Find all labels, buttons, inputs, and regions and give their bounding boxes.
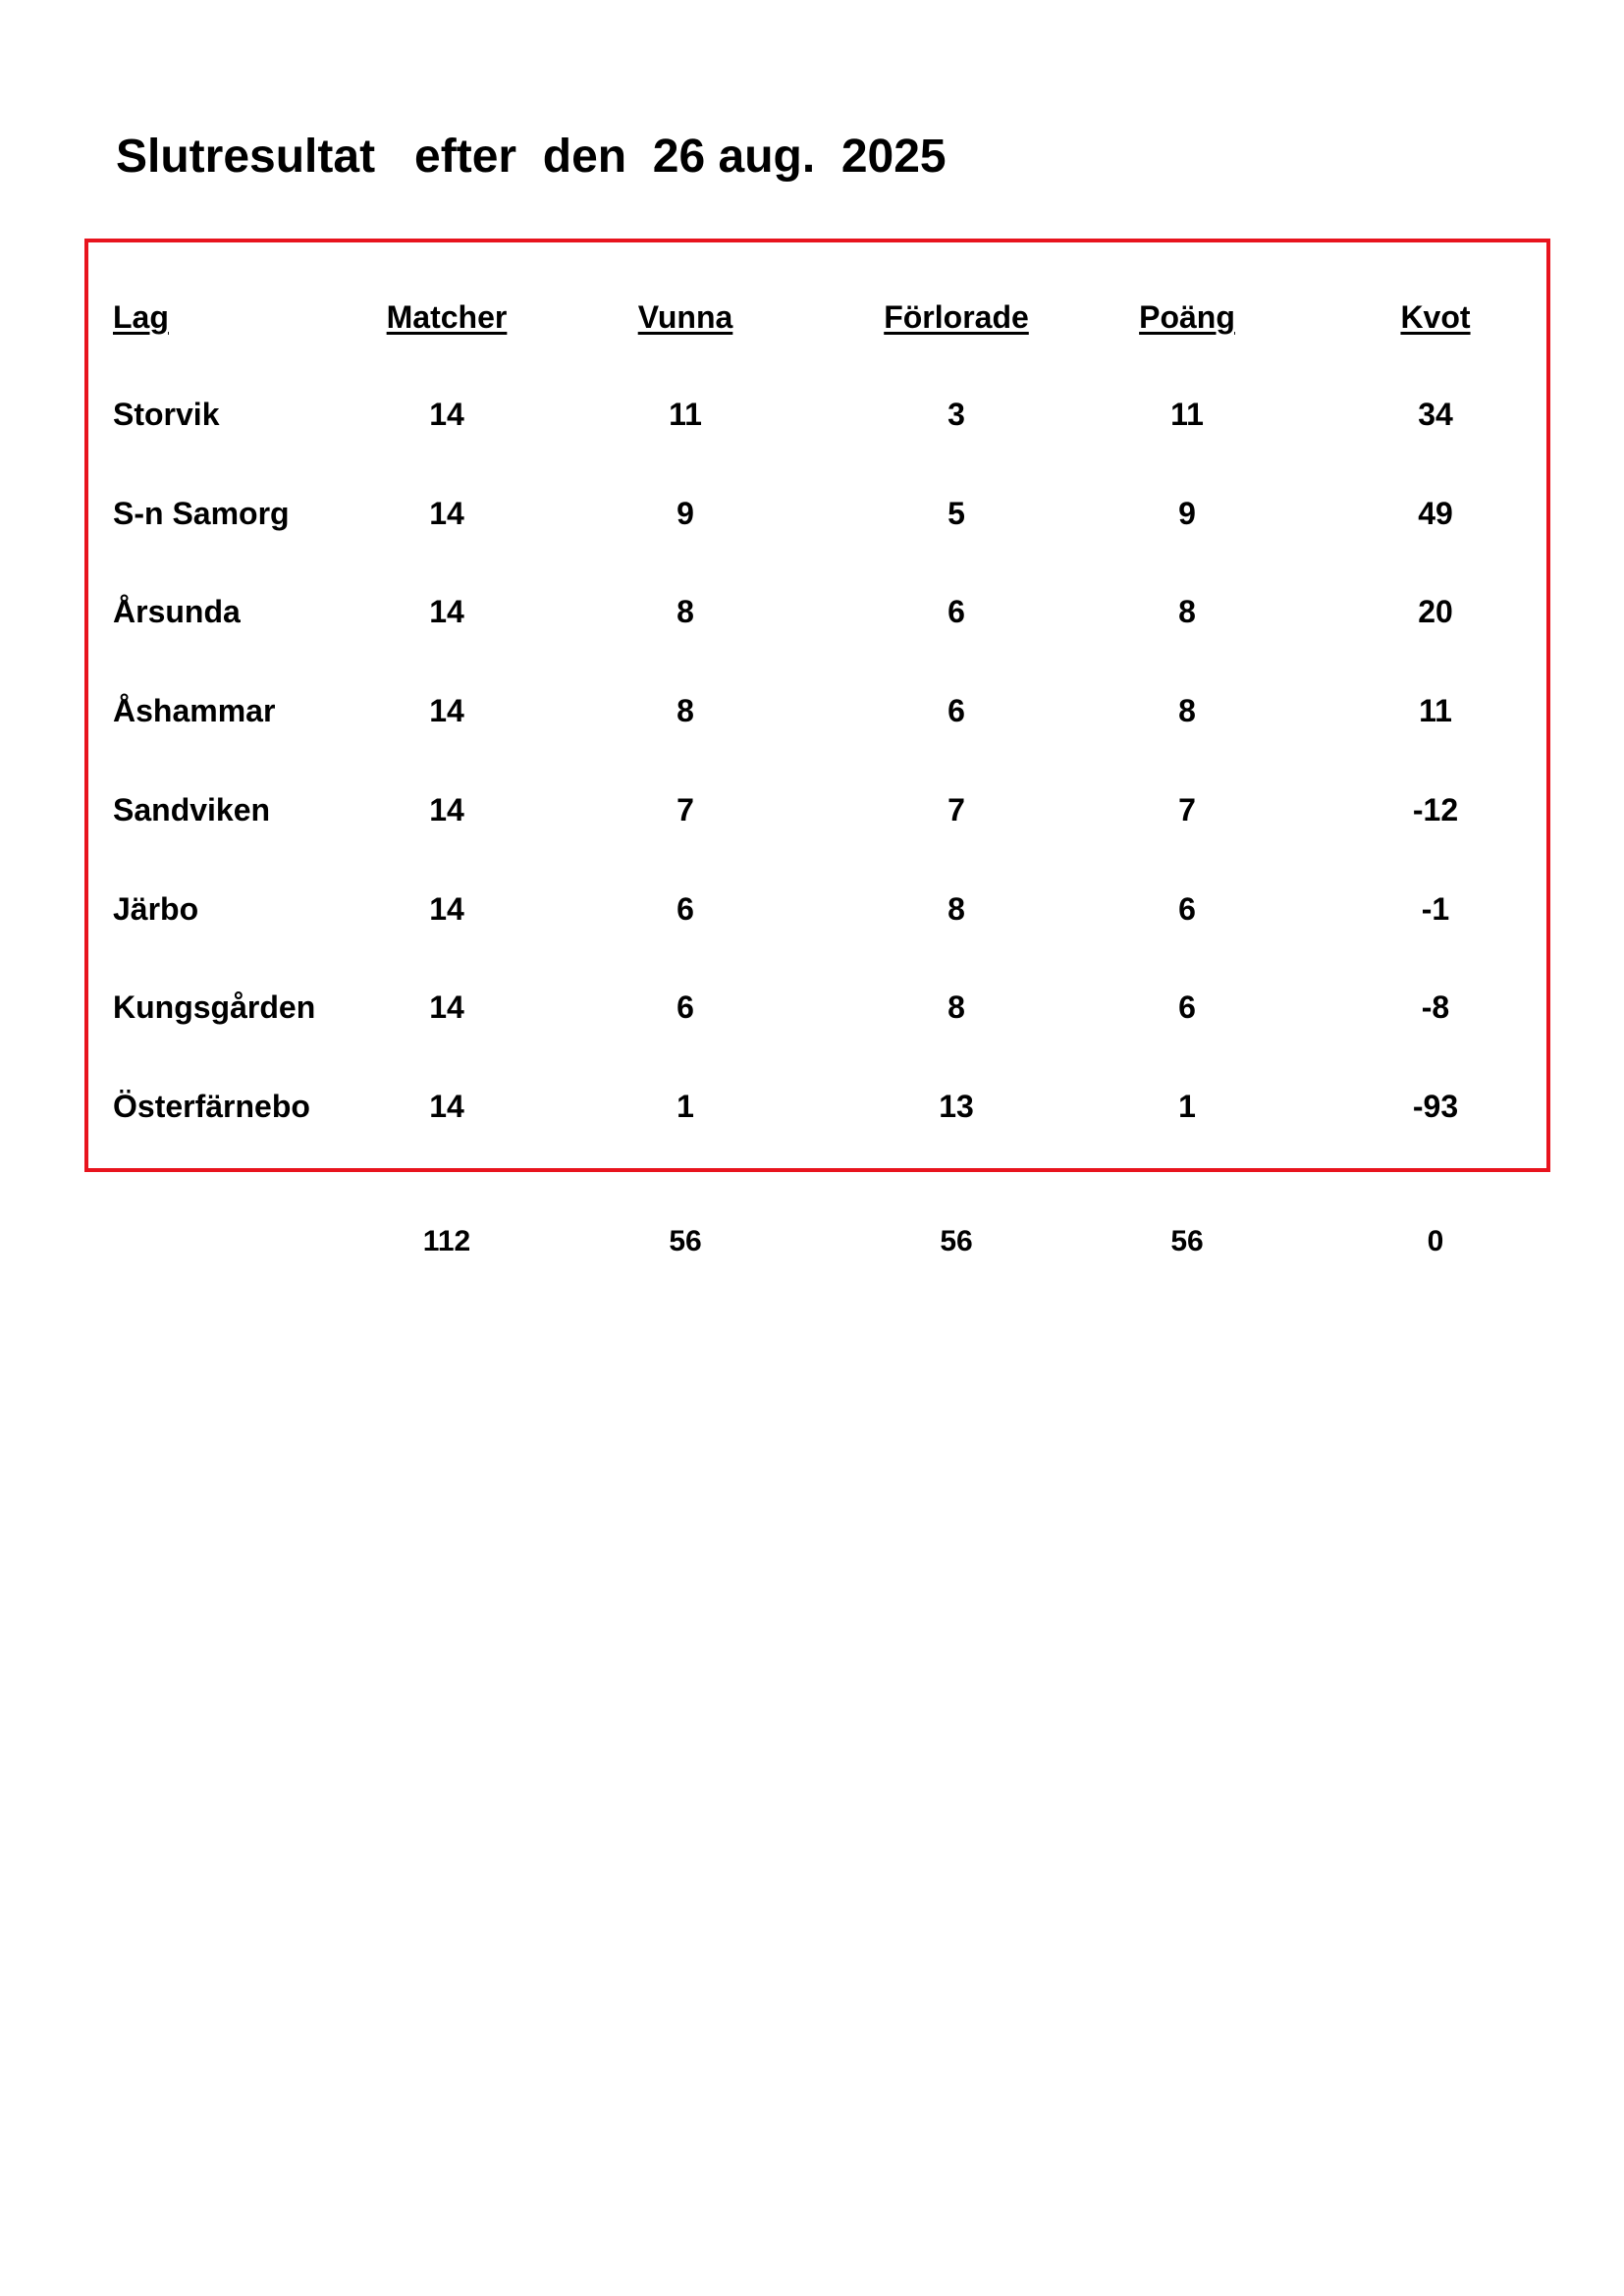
table-cell-points: 11: [1170, 397, 1204, 432]
table-cell-matches: 14: [429, 989, 464, 1025]
standings-table-frame: [84, 239, 1550, 1172]
table-cell-ratio: -12: [1412, 792, 1459, 828]
table-cell-matches: 14: [429, 594, 464, 629]
table-cell-team: Sandviken: [113, 792, 271, 828]
table-cell-team: Österfärnebo: [113, 1089, 310, 1124]
table-cell-ratio: 49: [1418, 496, 1453, 531]
table-cell-won: 11: [669, 397, 702, 432]
table-cell-team: Kungsgården: [113, 989, 316, 1025]
table-cell-team: Årsunda: [113, 594, 241, 629]
page-title: Slutresultat efter den 26 aug. 2025: [116, 131, 947, 183]
table-cell-lost: 6: [947, 594, 965, 629]
table-cell-lost: 8: [947, 989, 965, 1025]
column-header-ratio: Kvot: [1400, 299, 1471, 335]
table-cell-ratio: 34: [1418, 397, 1453, 432]
table-cell-won: 9: [677, 496, 694, 531]
table-cell-points: 1: [1178, 1089, 1196, 1124]
table-cell-matches: 14: [429, 496, 464, 531]
column-header-won: Vunna: [637, 299, 733, 335]
column-header-team: Lag: [113, 299, 169, 335]
table-cell-points: 8: [1178, 693, 1196, 728]
table-cell-won: 7: [677, 792, 694, 828]
table-cell-lost: 6: [947, 693, 965, 728]
table-cell-team: Storvik: [113, 397, 220, 432]
total-matches: 112: [422, 1225, 471, 1257]
table-cell-matches: 14: [429, 891, 464, 927]
total-lost: 56: [940, 1225, 973, 1257]
table-cell-ratio: 20: [1418, 594, 1453, 629]
column-header-matches: Matcher: [386, 299, 508, 335]
table-cell-ratio: -1: [1421, 891, 1450, 927]
table-cell-ratio: 11: [1419, 693, 1452, 728]
table-cell-matches: 14: [429, 693, 464, 728]
table-cell-won: 6: [677, 989, 694, 1025]
table-cell-lost: 5: [947, 496, 965, 531]
table-cell-points: 6: [1178, 989, 1196, 1025]
table-cell-team: Järbo: [113, 891, 199, 927]
table-cell-points: 6: [1178, 891, 1196, 927]
table-cell-lost: 7: [947, 792, 965, 828]
table-cell-matches: 14: [429, 397, 464, 432]
table-cell-team: S-n Samorg: [113, 496, 290, 531]
table-cell-lost: 13: [939, 1089, 974, 1124]
table-cell-won: 8: [677, 594, 694, 629]
column-header-points: Poäng: [1139, 299, 1235, 335]
table-cell-lost: 8: [947, 891, 965, 927]
table-cell-points: 9: [1178, 496, 1196, 531]
total-ratio: 0: [1427, 1225, 1444, 1257]
column-header-lost: Förlorade: [884, 299, 1029, 335]
table-cell-matches: 14: [429, 1089, 464, 1124]
table-cell-won: 1: [677, 1089, 694, 1124]
table-cell-points: 7: [1178, 792, 1196, 828]
table-cell-ratio: -8: [1421, 989, 1450, 1025]
total-points: 56: [1170, 1225, 1204, 1257]
table-cell-won: 6: [677, 891, 694, 927]
table-cell-matches: 14: [429, 792, 464, 828]
table-cell-lost: 3: [947, 397, 965, 432]
table-cell-points: 8: [1178, 594, 1196, 629]
table-cell-ratio: -93: [1412, 1089, 1459, 1124]
table-cell-team: Åshammar: [113, 693, 276, 728]
table-cell-won: 8: [677, 693, 694, 728]
total-won: 56: [669, 1225, 702, 1257]
